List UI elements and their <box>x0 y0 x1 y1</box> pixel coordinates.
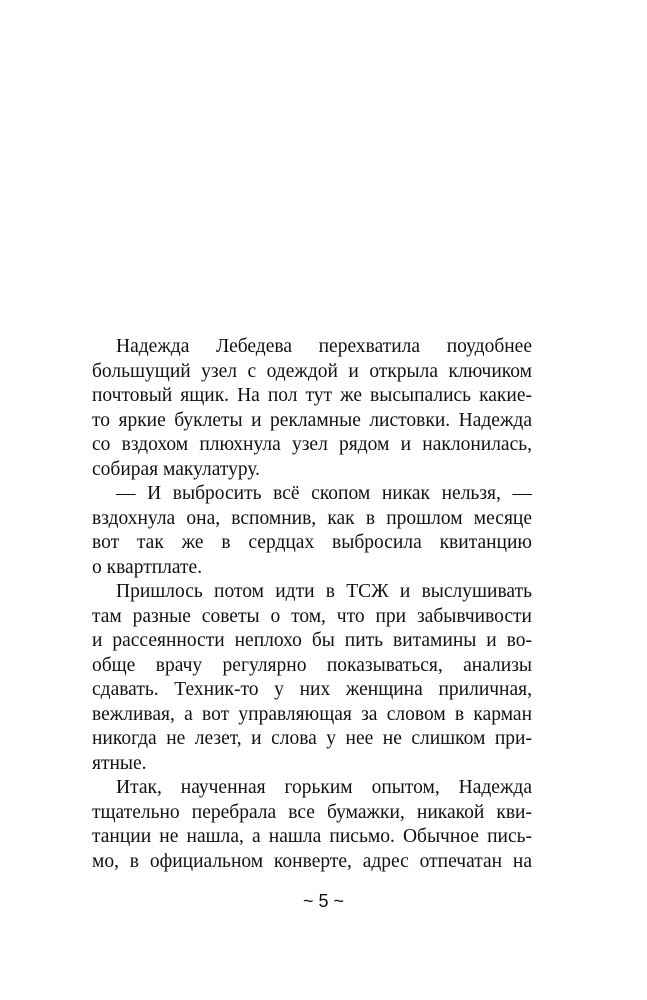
text-line: почтовый ящик. На пол тут же высыпались какие- <box>92 385 532 406</box>
text-line: Надежда Лебедева перехватила поудобнее <box>116 336 532 357</box>
text-line: обще врачу регулярно показываться, анализы <box>92 654 532 676</box>
text-line: и рассеянности неплохо бы пить витамины и во- <box>92 630 532 651</box>
text-line: тщательно перебрала все бумажки, никакой кви- <box>92 801 532 823</box>
text-line: — И выбросить всё скопом никак нельзя, — <box>116 483 532 504</box>
text-line: со вздохом плюхнула узел рядом и наклонилась, <box>92 434 532 455</box>
text-line: танции не нашла, а нашла письмо. Обычное пись- <box>92 826 532 847</box>
text-line: ятные. <box>92 752 147 774</box>
text-line: вежливая, а вот управляющая за словом в карман <box>92 703 532 725</box>
text-line: сдавать. Техник-то у них женщина приличная, <box>92 679 532 700</box>
body-text <box>92 335 532 874</box>
text-line: Итак, наученная горьким опытом, Надежда <box>116 777 532 798</box>
text-line: вздохнула она, вспомнив, как в прошлом месяце <box>92 507 532 529</box>
text-line: мо, в официальном конверте, адрес отпечатан на <box>92 850 532 872</box>
text-line: большущий узел с одеждой и открыла ключиком <box>92 360 532 382</box>
text-line: о квартплате. <box>92 556 203 578</box>
text-line: то яркие буклеты и рекламные листовки. Надежда <box>92 409 532 431</box>
text-line: там разные советы о том, что при забывчивости <box>92 605 532 627</box>
text-line: никогда не лезет, и слова у нее не слишком при- <box>92 728 532 749</box>
text-line: собирая макулатуру. <box>92 458 261 480</box>
text-line: вот так же в сердцах выбросила квитанцию <box>92 532 532 553</box>
page-number: ~ 5 ~ <box>302 891 345 911</box>
text-line: Пришлось потом идти в ТСЖ и выслушивать <box>116 581 532 602</box>
